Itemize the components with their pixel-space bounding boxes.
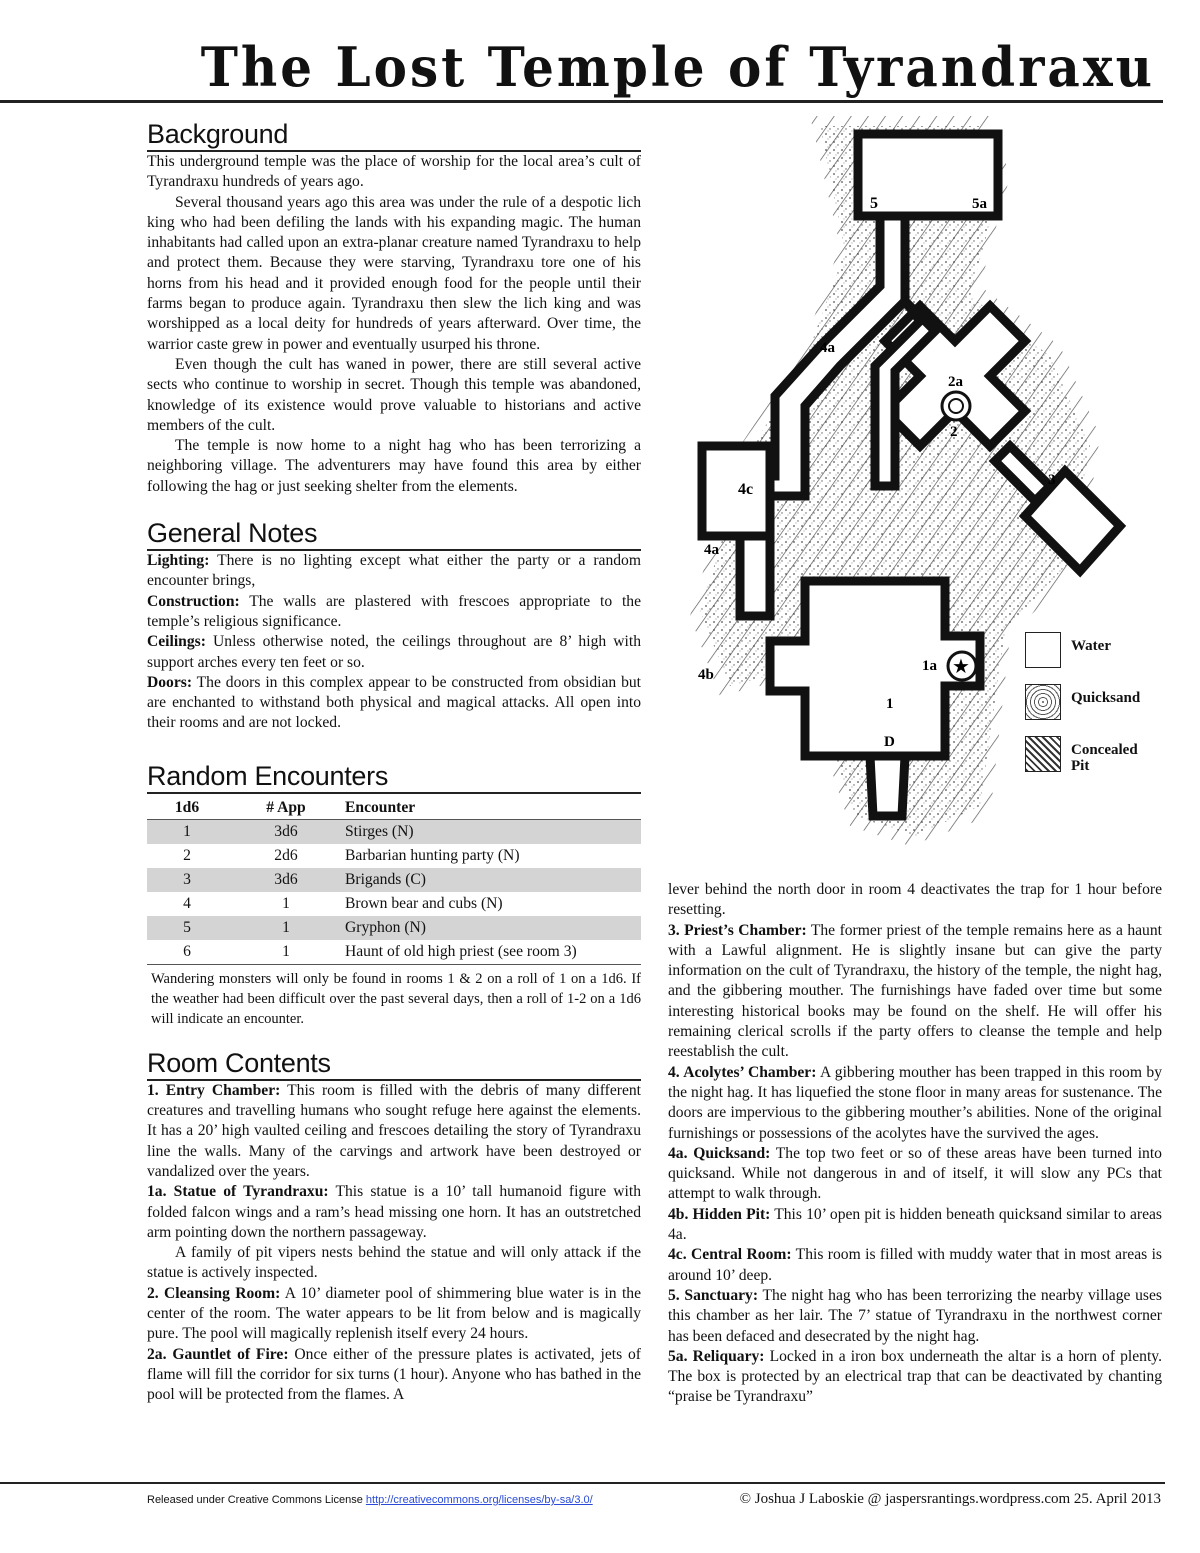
note-item (147, 632, 641, 673)
room-text: A 10’ diameter pool of shimmering blue water is in the center of the room. The water appears to be lit from below and is magically pure. The pool will magically replenish itself every 24 hours. (147, 1284, 641, 1343)
room-entry (668, 880, 1162, 921)
room-label: 2. Cleansing Room: (147, 1284, 281, 1302)
table-cell: Barbarian hunting party (N) (345, 846, 520, 864)
room-label: 5. Sanctuary: (668, 1286, 759, 1304)
table-cell: 1 (282, 942, 290, 960)
table-row (147, 892, 641, 916)
room-entry (668, 921, 1162, 1063)
table-row (147, 819, 641, 844)
table-row (147, 844, 641, 868)
room-label: 5a. Reliquary: (668, 1347, 765, 1365)
map-legend (1025, 632, 1165, 788)
note-text: The walls are plastered with frescoes appropriate to the temple’s religious significance. (147, 592, 641, 630)
note-item (147, 673, 641, 734)
map-label: 5a (972, 196, 987, 212)
room-text: This room is filled with muddy water that in most areas is around 10’ deep. (668, 1246, 1162, 1284)
table-cell: 4 (183, 894, 191, 912)
map-label: 5 (870, 195, 878, 212)
table-cell: Brigands (C) (345, 868, 641, 892)
background-heading: Background (147, 118, 641, 152)
table-cell: 2 (183, 846, 191, 864)
table-cell: 5 (147, 916, 227, 940)
map-label: 4a (820, 340, 835, 356)
title-bar (0, 35, 1163, 103)
room-entry (147, 1243, 641, 1284)
quicksand-icon (1025, 684, 1061, 720)
table-row (147, 940, 641, 965)
column-header: Encounter (345, 797, 641, 820)
map-label: 4c (738, 481, 754, 498)
room-entry (147, 1081, 641, 1182)
page-title: The Lost Temple of Tyrandraxu (200, 35, 1155, 99)
room-entry (668, 1205, 1162, 1246)
legend-label: Quicksand (1071, 690, 1141, 706)
room-label: 4a. Quicksand: (668, 1144, 771, 1162)
room-text: lever behind the north door in room 4 deactivates the trap for 1 hour before resetting. (668, 881, 1162, 919)
license-link[interactable]: http://creativecommons.org/licenses/by-sa/3.0/ (365, 1494, 593, 1506)
room-label: 4c. Central Room: (668, 1246, 792, 1264)
room-text: The former priest of the temple remains here as a haunt with a Lawful alignment. He is slightly insane but can give the party information on the cult of Tyrandraxu, the history of the temple, the night hag, and the gibbering mouther. The furnishings have faded over time but some interesting historical books may be found on the shelf. He will offer his remaining clerical scrolls if the party offers to cleanse the temple and help reestablish the cult. (668, 921, 1162, 1061)
table-cell: 3d6 (227, 868, 345, 892)
room-label: 1a. Statue of Tyrandraxu: (147, 1183, 329, 1201)
room-label: 4b. Hidden Pit: (668, 1205, 771, 1223)
general-notes-section (147, 517, 641, 734)
room-entry (668, 1063, 1162, 1144)
map-label: 3 (1048, 472, 1056, 488)
background-section (147, 118, 641, 497)
table-cell: Stirges (N) (345, 819, 641, 844)
right-column (668, 880, 1162, 1408)
note-item (147, 592, 641, 633)
room-entry (147, 1284, 641, 1345)
note-label: Ceilings: (147, 633, 206, 651)
room-text: This 10’ open pit is hidden beneath quicksand similar to areas 4a. (668, 1205, 1162, 1244)
map-label: 4b (698, 667, 714, 683)
left-column (147, 118, 641, 1423)
table-cell: 2d6 (274, 846, 298, 864)
star-icon: ★ (952, 654, 970, 678)
room-label: 1. Entry Chamber: (147, 1081, 281, 1099)
room-text: Once either of the pressure plates is activated, jets of flame will fill the corridor for six turns (1 hour). Anyone who has bathed in the pool will be protected from the flames. A (147, 1345, 641, 1404)
copyright: © Joshua J Laboskie @ jaspersrantings.wordpress.com 25. April 2013 (739, 1491, 1161, 1507)
map-label: 4a (704, 542, 719, 558)
note-text: Unless otherwise noted, the ceilings throughout are 8’ high with support arches every ten feet or so. (147, 633, 641, 671)
table-cell: 1 (147, 819, 227, 844)
room-text: The top two feet or so of these areas have been turned into quicksand. While not dangerous in and of itself, it will slow any PCs that attempt to walk through. (668, 1144, 1162, 1203)
table-header-row (147, 797, 641, 820)
map-label: 1 (886, 696, 894, 712)
room-text: A gibbering mouther has been trapped in this room by the night hag. It has liquefied the stone floor in many areas for sustenance. The doors are impervious to the gibbering mouther’s abilities. None of the original furnishings or possessions of the acolytes have the survived the ages. (668, 1063, 1162, 1142)
table-cell: 1 (282, 894, 290, 912)
map-label: 1a (922, 658, 937, 674)
note-label: Lighting: (147, 552, 210, 570)
background-paragraph: Even though the cult has waned in power, there are still several active sects who continue to worship in secret. Though this temple was abandoned, knowledge of its existence would prove valuable to historians and active members of the cult. (147, 355, 641, 434)
room-text: This room is filled with the debris of many different creatures and travelling humans who sought refuge here against the elements. It has a 20’ high vaulted ceiling and frescoes detailing the story of Tyrandraxu line the walls. Many of the carvings and artwork have been destroyed or vandalized over the years. (147, 1081, 641, 1180)
room-entry (668, 1286, 1162, 1347)
legend-label: Concealed Pit (1071, 742, 1138, 774)
note-text: There is no lighting except what either the party or a random encounter brings, (147, 552, 641, 590)
encounter-note: Wandering monsters will only be found in rooms 1 & 2 on a roll of 1 on a 1d6. If the weather had been difficult over the past several days, then a roll of 1-2 on a 1d6 will indicate an encounter. (151, 970, 641, 1027)
legend-item (1025, 632, 1165, 684)
room-text: A family of pit vipers nests behind the statue and will only attack if the statue is actively inspected. (147, 1244, 641, 1282)
column-header: 1d6 (147, 797, 227, 820)
table-cell: 6 (183, 942, 191, 960)
room-entry (147, 1345, 641, 1406)
note-label: Doors: (147, 673, 193, 691)
background-paragraph: Several thousand years ago this area was under the rule of a despotic lich king who had been defiling the lands with his expanding magic. The human inhabitants had called upon an extra-planar creature named Tyrandraxu to help and protect them. Because they were starving, Tyrandraxu tore one of his horns from his head and it provided enough food for the people until their farms began to produce again. Tyrandraxu then slew the lich king and was worshipped as a local deity for hundreds of years afterward. Over time, the warrior caste grew in power and eventually usurped his throne. (147, 193, 641, 353)
legend-item (1025, 684, 1165, 736)
room-contents-section (147, 1047, 641, 1406)
room-label: 2a. Gauntlet of Fire: (147, 1345, 289, 1363)
table-cell: Gryphon (N) (345, 916, 641, 940)
column-header: # App (227, 797, 345, 820)
room-entry (147, 1182, 641, 1243)
room-label: 4. Acolytes’ Chamber: (668, 1063, 817, 1081)
map-label: 2a (948, 374, 963, 390)
general-notes-heading: General Notes (147, 517, 641, 551)
table-cell: 1 (227, 916, 345, 940)
room-entry (668, 1245, 1162, 1286)
table-cell: Haunt of old high priest (see room 3) (345, 942, 577, 960)
room-entry (668, 1347, 1162, 1408)
footer (0, 1482, 1165, 1514)
map-label: 2 (950, 424, 958, 440)
note-label: Construction: (147, 592, 240, 610)
table-row (147, 916, 641, 940)
random-encounters-section (147, 760, 641, 1029)
background-paragraph: This underground temple was the place of worship for the local area’s cult of Tyrandraxu hundreds of years ago. (147, 153, 641, 191)
license-prefix: Released under Creative Commons License (147, 1494, 366, 1506)
concealed-pit-icon (1025, 736, 1061, 772)
note-text: The doors in this complex appear to be constructed from obsidian but are enchanted to withstand both physical and magical attacks. All open into their rooms and are not locked. (147, 673, 641, 732)
room-entry (668, 1144, 1162, 1205)
table-cell: 3 (147, 868, 227, 892)
water-icon (1025, 632, 1061, 668)
map-label: D (884, 734, 895, 750)
table-row (147, 868, 641, 892)
table-cell: Brown bear and cubs (N) (345, 894, 503, 912)
room-text: The night hag who has been terrorizing the nearby village uses this chamber as her lair. The 7’ statue of Tyrandraxu in the northwest corner has been defaced and desecrated by the night hag. (668, 1286, 1162, 1345)
room-text: This statue is a 10’ tall humanoid figure with folded falcon wings and a ram’s head missing one horn. It has an outstretched arm pointing down the northern passageway. (147, 1183, 642, 1241)
background-paragraph: The temple is now home to a night hag who has been terrorizing a neighboring village. The adventurers may have found this area by either following the hag or just seeking shelter from the elements. (147, 437, 641, 495)
room-label: 3. Priest’s Chamber: (668, 921, 807, 939)
room-text: Locked in a iron box underneath the altar is a horn of plenty. The box is protected by an electrical trap that can be deactivated by chanting “praise be Tyrandraxu” (668, 1347, 1162, 1406)
room-contents-heading: Room Contents (147, 1047, 641, 1081)
random-encounters-heading: Random Encounters (147, 760, 641, 794)
license-notice (147, 1494, 593, 1506)
table-cell: 3d6 (227, 819, 345, 844)
legend-label: Water (1071, 638, 1111, 654)
legend-item (1025, 736, 1165, 788)
note-item (147, 551, 641, 592)
encounter-table (147, 797, 641, 965)
pool-icon (942, 392, 970, 420)
